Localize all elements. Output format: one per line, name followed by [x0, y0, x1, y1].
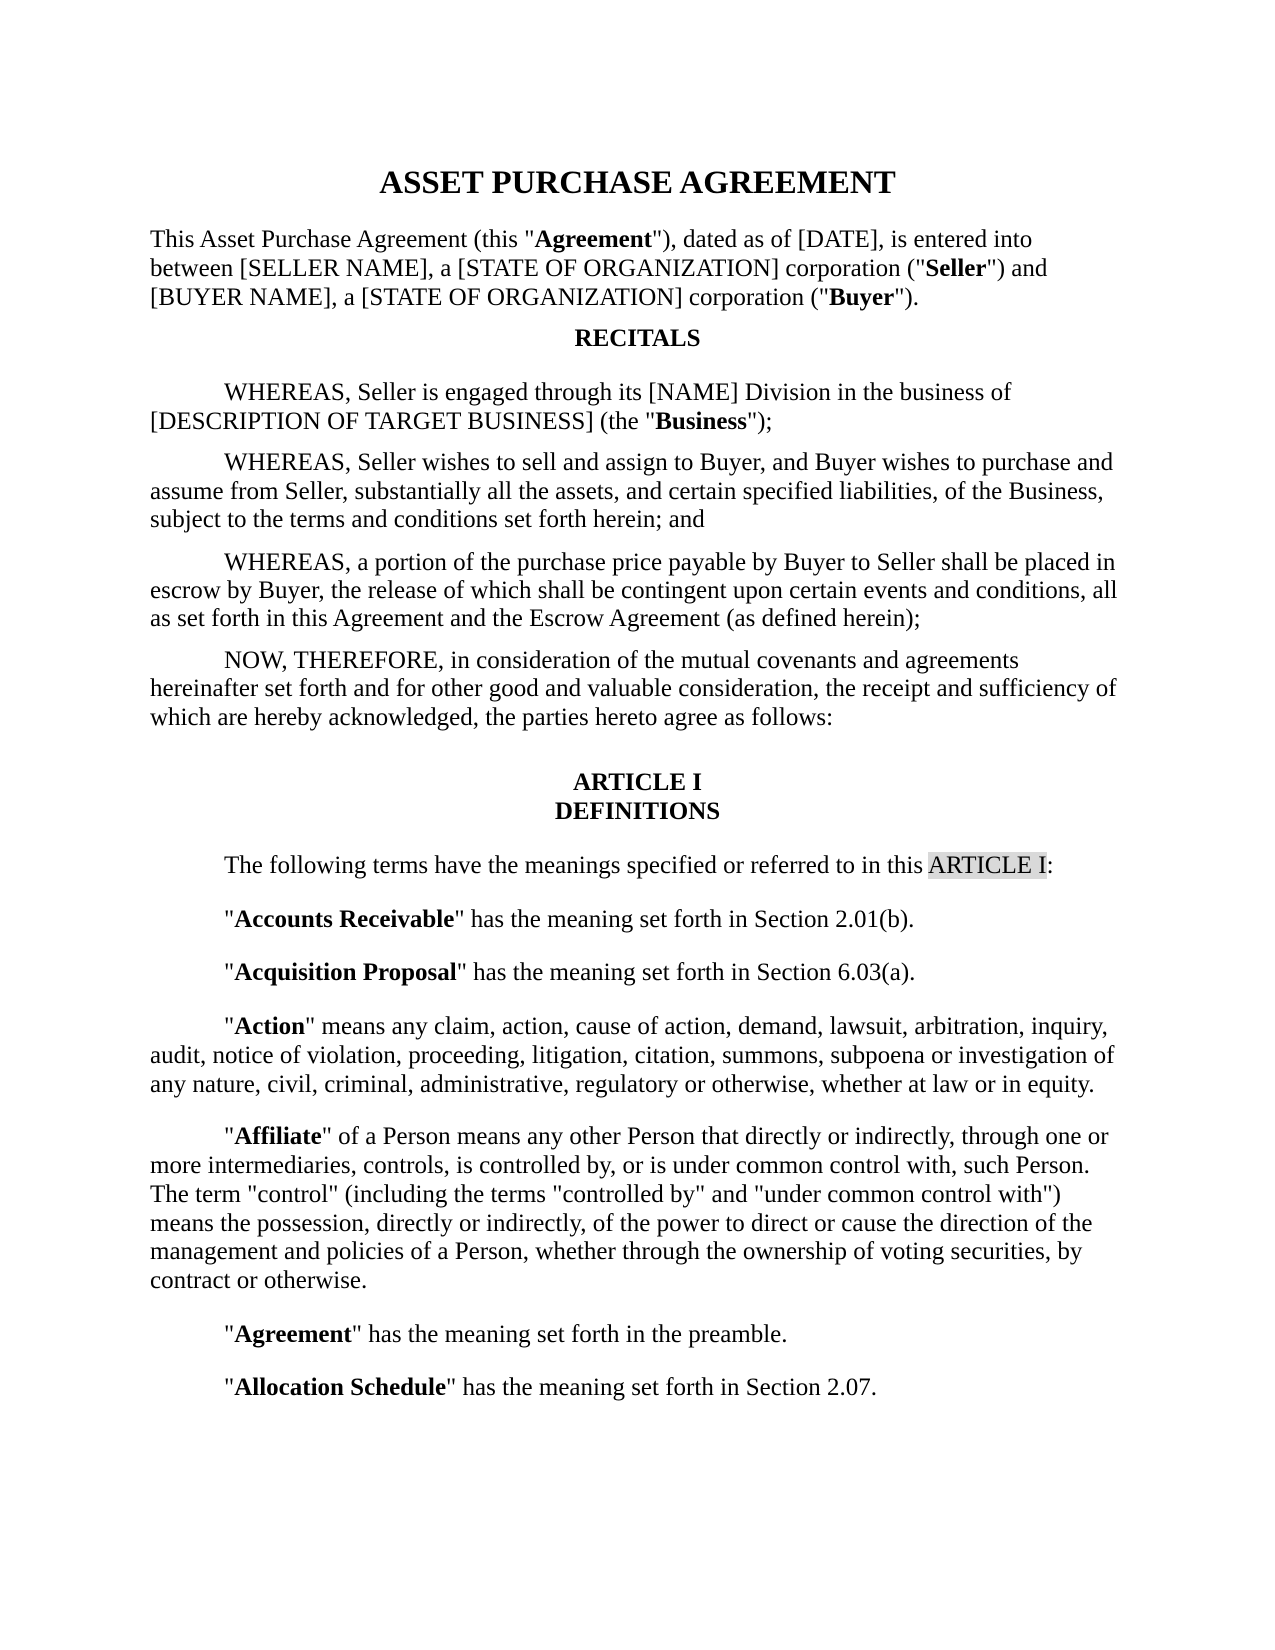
defined-term-buyer: Buyer	[828, 284, 895, 311]
defined-term: Acquisition Proposal	[234, 959, 457, 986]
defined-term-agreement: Agreement	[534, 226, 652, 253]
text: " has the meaning set forth in Section 2.07.	[446, 1374, 878, 1401]
now-therefore-line-3: which are hereby acknowledged, the parties hereto agree as follows:	[150, 704, 834, 731]
text: "	[224, 1013, 235, 1040]
definition-action-line-1	[224, 1013, 1108, 1041]
text: " has the meaning set forth in Section 2.01(b).	[454, 906, 915, 933]
definition-action-line-2: audit, notice of violation, proceeding, litigation, citation, summons, subpoena or investigation of	[150, 1042, 1115, 1069]
preamble-line-3	[150, 284, 919, 312]
defined-term: Agreement	[234, 1321, 352, 1348]
definition-action-line-3: any nature, civil, criminal, administrative, regulatory or otherwise, whether at law or in equity.	[150, 1071, 1095, 1098]
text: :	[1046, 852, 1054, 879]
text: " has the meaning set forth in the preamble.	[351, 1321, 788, 1348]
definition-affiliate-line-4: means the possession, directly or indirectly, of the power to direct or cause the direction of the	[150, 1210, 1093, 1237]
definition-agreement	[224, 1321, 788, 1349]
definition-affiliate-line-1	[224, 1123, 1109, 1151]
text: ").	[894, 284, 919, 311]
preamble-line-2	[150, 255, 1047, 283]
definition-affiliate-line-3: The term "control" (including the terms "controlled by" and "under common control with")	[150, 1181, 1062, 1208]
recital-3-line-1: WHEREAS, a portion of the purchase price payable by Buyer to Seller shall be placed in	[224, 549, 1116, 576]
now-therefore-line-1: NOW, THEREFORE, in consideration of the mutual covenants and agreements	[224, 647, 1019, 674]
text: between [SELLER NAME], a [STATE OF ORGANIZATION] corporation ("	[150, 255, 926, 282]
definitions-intro	[224, 852, 1054, 880]
definition-affiliate-line-2: more intermediaries, controls, is controlled by, or is under common control with, such Person.	[150, 1152, 1090, 1179]
defined-term: Accounts Receivable	[234, 906, 455, 933]
preamble-line-1	[150, 226, 1032, 254]
text: "	[224, 1123, 235, 1150]
text: ") and	[986, 255, 1048, 282]
defined-term: Action	[234, 1013, 306, 1040]
text: "	[224, 906, 235, 933]
text: "), dated as of [DATE], is entered into	[652, 226, 1033, 253]
text: ");	[746, 408, 773, 435]
text: "	[224, 1374, 235, 1401]
recital-3-line-2: escrow by Buyer, the release of which shall be contingent upon certain events and conditions, all	[150, 577, 1118, 604]
recitals-heading: RECITALS	[574, 325, 701, 352]
text: This Asset Purchase Agreement (this "	[150, 226, 535, 253]
text: [DESCRIPTION OF TARGET BUSINESS] (the "	[150, 408, 656, 435]
recital-1-line-2	[150, 408, 772, 436]
definition-allocation-schedule	[224, 1374, 877, 1402]
definition-affiliate-line-5: management and policies of a Person, whether through the ownership of voting securities, by	[150, 1238, 1083, 1265]
recital-3-line-3: as set forth in this Agreement and the Escrow Agreement (as defined herein);	[150, 605, 921, 632]
defined-term: Allocation Schedule	[234, 1374, 447, 1401]
defined-term: Affiliate	[234, 1123, 322, 1150]
now-therefore-line-2: hereinafter set forth and for other good and valuable consideration, the receipt and sufficiency of	[150, 675, 1117, 702]
text: [BUYER NAME], a [STATE OF ORGANIZATION] corporation ("	[150, 284, 829, 311]
recital-2-line-2: assume from Seller, substantially all the assets, and certain specified liabilities, of the Business,	[150, 478, 1104, 505]
text: The following terms have the meanings specified or referred to in this	[224, 852, 928, 879]
text: " has the meaning set forth in Section 6.03(a).	[456, 959, 916, 986]
defined-term-seller: Seller	[925, 255, 987, 282]
definition-accounts-receivable	[224, 906, 914, 934]
document-title: ASSET PURCHASE AGREEMENT	[379, 165, 896, 201]
recital-1-line-1: WHEREAS, Seller is engaged through its [NAME] Division in the business of	[224, 379, 1012, 406]
recital-2-line-1: WHEREAS, Seller wishes to sell and assign to Buyer, and Buyer wishes to purchase and	[224, 449, 1114, 476]
text: "	[224, 959, 235, 986]
article-cross-reference-link[interactable]: ARTICLE I	[927, 852, 1047, 879]
definition-affiliate-line-6: contract or otherwise.	[150, 1267, 368, 1294]
definition-acquisition-proposal	[224, 959, 915, 987]
defined-term-business: Business	[655, 408, 747, 435]
article-title: DEFINITIONS	[554, 798, 721, 825]
text: " of a Person means any other Person that directly or indirectly, through one or	[321, 1123, 1109, 1150]
text: " means any claim, action, cause of action, demand, lawsuit, arbitration, inquiry,	[305, 1013, 1108, 1040]
article-heading: ARTICLE I	[572, 769, 703, 796]
text: "	[224, 1321, 235, 1348]
recital-2-line-3: subject to the terms and conditions set forth herein; and	[150, 506, 705, 533]
